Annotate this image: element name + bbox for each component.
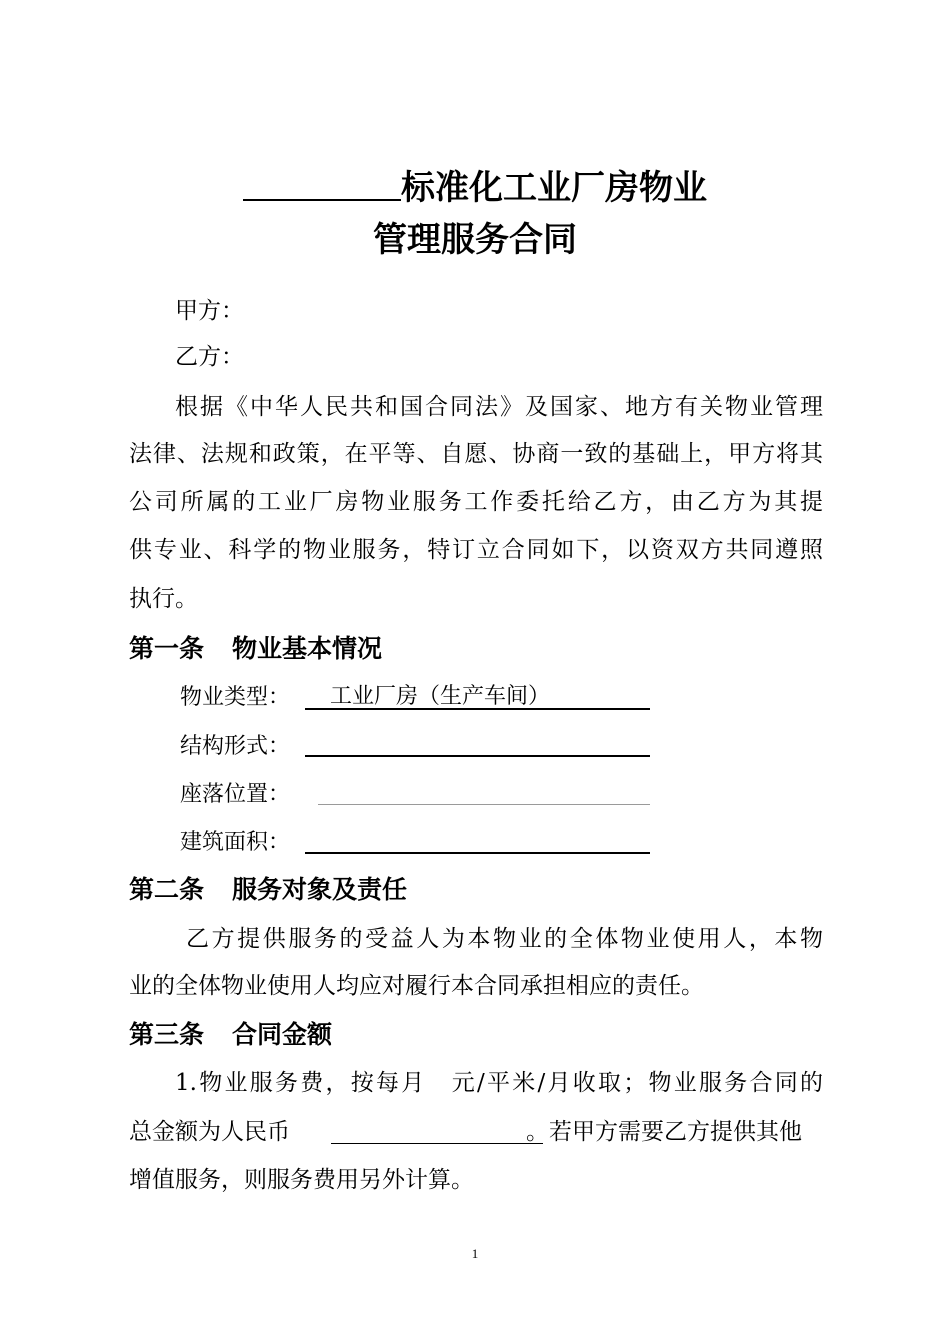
preamble-line: 公司所属的工业厂房物业服务工作委托给乙方，由乙方为其提 [129, 489, 823, 515]
title-blank-line [243, 169, 401, 201]
total-amount-prefix: 总金额为人民币 [129, 1119, 290, 1145]
article-2-line: 业的全体物业使用人均应对履行本合同承担相应的责任。 [129, 973, 704, 999]
preamble-line: 供专业、科学的物业服务，特订立合同如下，以资双方共同遵照 [129, 537, 823, 563]
article-3-line: 增值服务，则服务费用另外计算。 [129, 1167, 474, 1193]
article-2-heading [129, 875, 407, 905]
location-label: 座落位置： [180, 782, 291, 807]
location-underline [318, 804, 650, 805]
document-title-line-2: 管理服务合同 [373, 220, 577, 260]
article-3-line: 1.物业服务费，按每月 元/平米/月收取；物业服务合同的 [175, 1070, 823, 1096]
article-1-number: 第一条 [129, 634, 205, 663]
article-2-number: 第二条 [129, 875, 205, 904]
page-number: 1 [471, 1246, 479, 1261]
preamble-line: 根据《中华人民共和国合同法》及国家、地方有关物业管理 [175, 394, 823, 420]
article-1-title: 物业基本情况 [232, 634, 383, 663]
party-a-label: 甲方： [175, 298, 244, 324]
structure-form-underline [305, 755, 650, 757]
building-area-underline [305, 852, 650, 854]
total-amount-suffix: 。若甲方需要乙方提供其他 [526, 1119, 802, 1145]
preamble-line: 执行。 [129, 586, 198, 612]
article-3-heading [129, 1020, 332, 1050]
article-3-title: 合同金额 [232, 1020, 333, 1049]
article-1-heading [129, 634, 382, 664]
article-2-line: 乙方提供服务的受益人为本物业的全体物业使用人，本物 [186, 926, 823, 952]
total-amount-underline [331, 1143, 543, 1144]
property-type-label: 物业类型： [180, 685, 291, 710]
document-title-line-1 [0, 168, 950, 208]
article-2-title: 服务对象及责任 [232, 875, 408, 904]
party-b-label: 乙方： [175, 344, 244, 370]
title-line-1-text: 标准化工业厂房物业 [401, 168, 707, 208]
article-3-number: 第三条 [129, 1020, 205, 1049]
property-type-underline [305, 708, 650, 710]
preamble-line: 法律、法规和政策，在平等、自愿、协商一致的基础上，甲方将其 [129, 441, 823, 467]
property-type-value: 工业厂房（生产车间） [330, 684, 551, 709]
structure-form-label: 结构形式： [180, 734, 291, 759]
building-area-label: 建筑面积： [180, 830, 291, 855]
